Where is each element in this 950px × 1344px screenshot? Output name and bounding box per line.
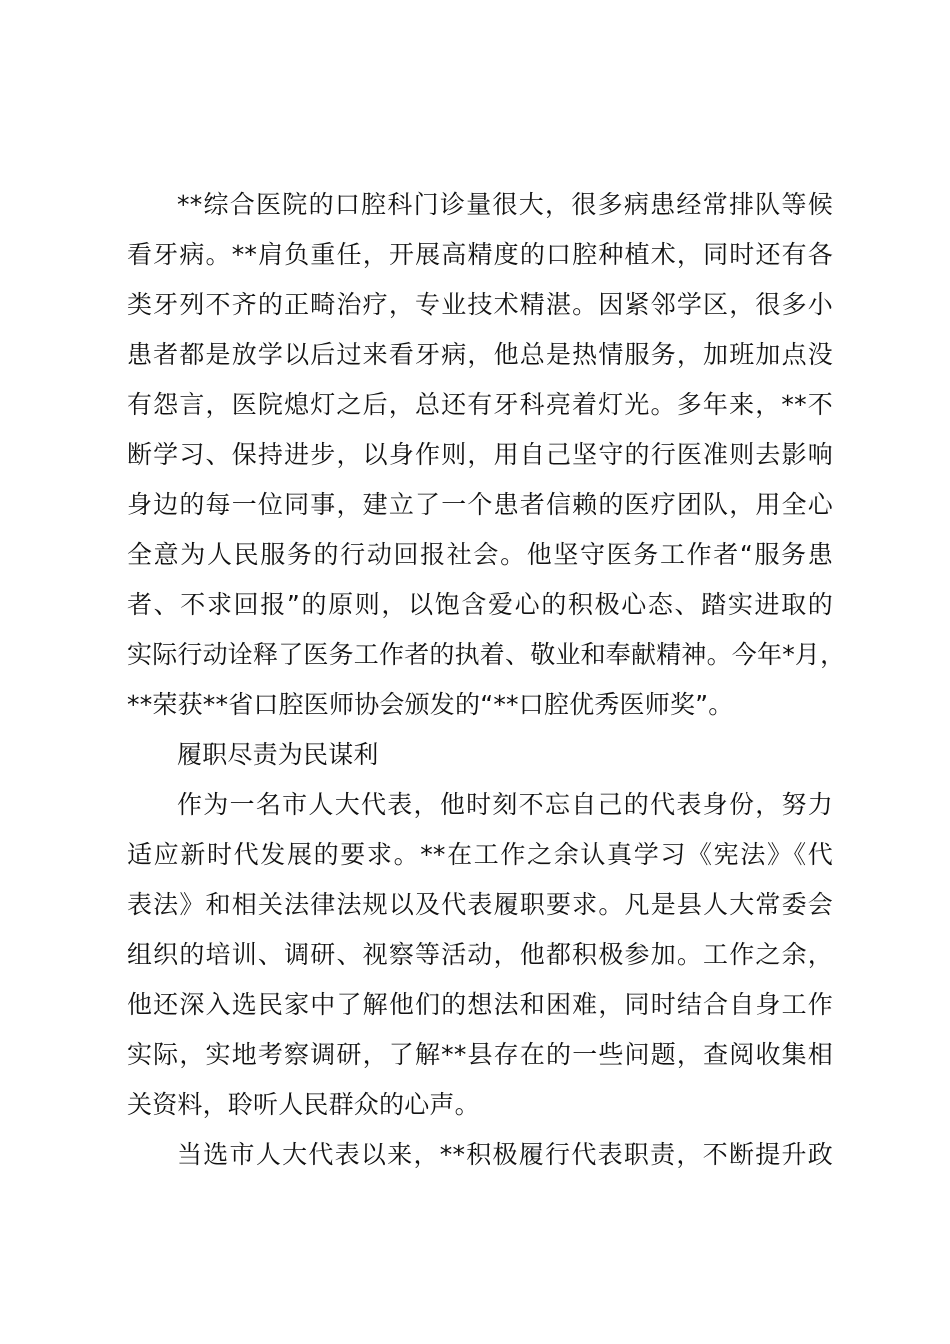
document-body (127, 180, 846, 1180)
paragraph-line: 患者都是放学以后过来看牙病，他总是热情服务，加班加点没 (127, 340, 833, 369)
paragraph-line: **综合医院的口腔科门诊量很大，很多病患经常排队等候 (177, 190, 833, 219)
paragraph-line: **荣获**省口腔医师协会颁发的“**口腔优秀医师奖”。 (127, 690, 734, 719)
paragraph-line: 他还深入选民家中了解他们的想法和困难，同时结合自身工作 (127, 990, 833, 1019)
paragraph-line: 适应新时代发展的要求。**在工作之余认真学习《宪法》《代 (127, 840, 833, 869)
paragraph-line: 者、不求回报”的原则，以饱含爱心的积极心态、踏实进取的 (127, 590, 833, 619)
paragraph-line: 身边的每一位同事，建立了一个患者信赖的医疗团队，用全心 (127, 490, 833, 519)
paragraph-line: 类牙列不齐的正畸治疗，专业技术精湛。因紧邻学区，很多小 (127, 290, 833, 319)
paragraph-line: 组织的培训、调研、视察等活动，他都积极参加。工作之余， (127, 940, 833, 969)
section-heading: 履职尽责为民谋利 (177, 740, 379, 769)
paragraph-line: 有怨言，医院熄灯之后，总还有牙科亮着灯光。多年来，**不 (127, 390, 833, 419)
paragraph-line: 关资料，聆听人民群众的心声。 (127, 1090, 480, 1119)
paragraph-line: 作为一名市人大代表，他时刻不忘自己的代表身份，努力 (177, 790, 833, 819)
paragraph-line: 表法》和相关法律法规以及代表履职要求。凡是县人大常委会 (127, 890, 833, 919)
paragraph-line: 实际，实地考察调研，了解**县存在的一些问题，查阅收集相 (127, 1040, 833, 1069)
paragraph-line: 全意为人民服务的行动回报社会。他坚守医务工作者“服务患 (127, 540, 833, 569)
paragraph-line: 实际行动诠释了医务工作者的执着、敬业和奉献精神。今年*月， (127, 640, 846, 669)
paragraph-line: 断学习、保持进步，以身作则，用自己坚守的行医准则去影响 (127, 440, 833, 469)
paragraph-line: 看牙病。**肩负重任，开展高精度的口腔种植术，同时还有各 (127, 240, 833, 269)
paragraph-line: 当选市人大代表以来，**积极履行代表职责，不断提升政 (177, 1140, 833, 1169)
